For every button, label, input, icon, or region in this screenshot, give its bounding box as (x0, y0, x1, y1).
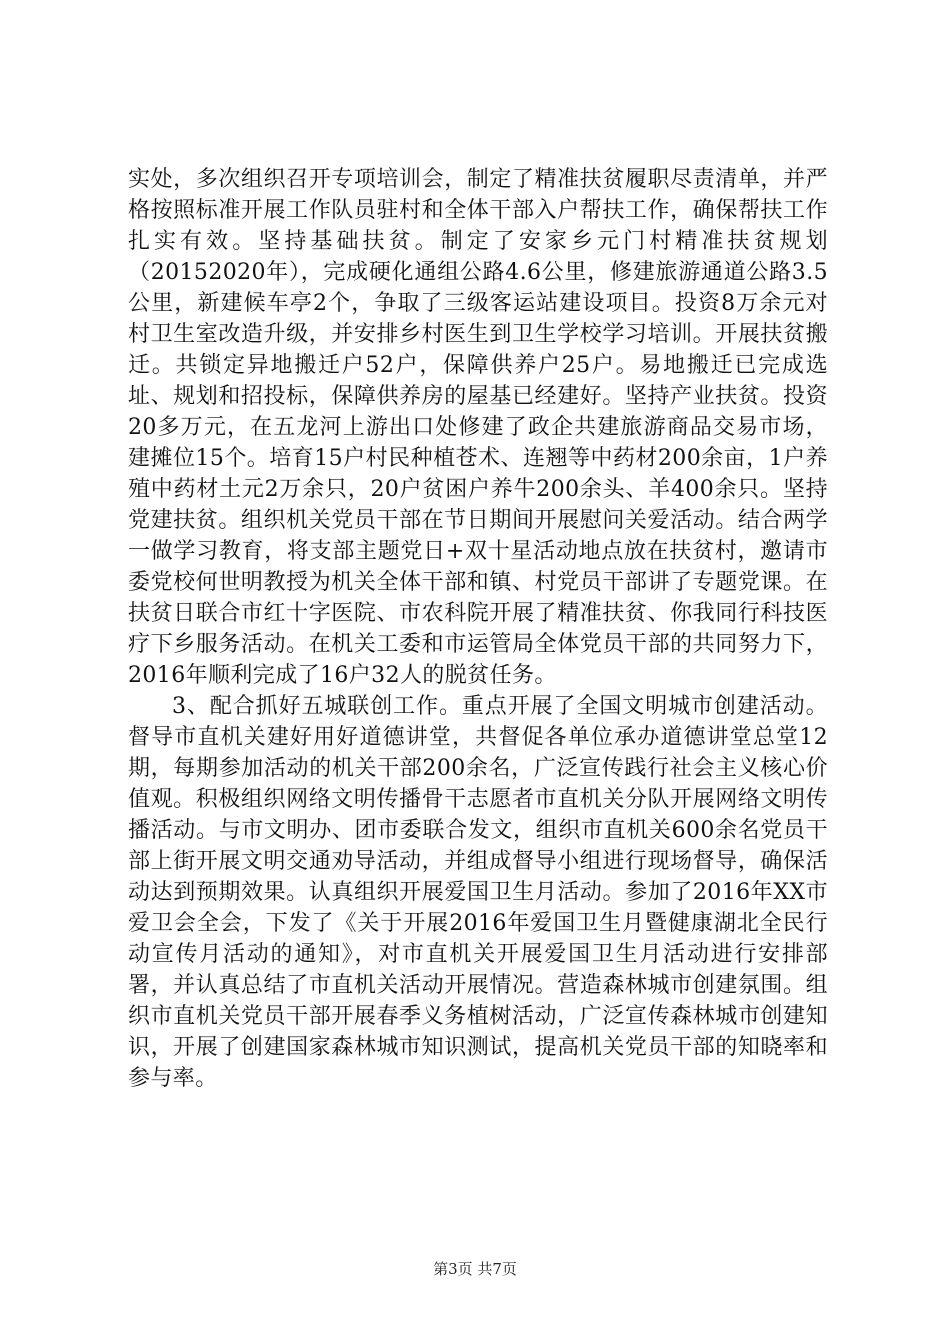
document-body (128, 164, 828, 1094)
paragraph-five-city-campaign: 3、配合抓好五城联创工作。重点开展了全国文明城市创建活动。督导市直机关建好用好道德讲堂，共督促各单位承办道德讲堂总堂12期，每期参加活动的机关干部200余名，广泛宣传践行社会主义核心价值观。积极组织网络文明传播骨干志愿者市直机关分队开展网络文明传播活动。与市文明办、团市委联合发文，组织市直机关600余名党员干部上街开展文明交通劝导活动，并组成督导小组进行现场督导，确保活动达到预期效果。认真组织开展爱国卫生月活动。参加了2016年XX市爱卫会全会，下发了《关于开展2016年爱国卫生月暨健康湖北全民行动宣传月活动的通知》，对市直机关开展爱国卫生月活动进行安排部署，并认真总结了市直机关活动开展情况。营造森林城市创建氛围。组织市直机关党员干部开展春季义务植树活动，广泛宣传森林城市创建知识，开展了创建国家森林城市知识测试，提高机关党员干部的知晓率和参与率。 (128, 694, 828, 1091)
paragraph-poverty-alleviation: 实处，多次组织召开专项培训会，制定了精准扶贫履职尽责清单，并严格按照标准开展工作队员驻村和全体干部入户帮扶工作，确保帮扶工作扎实有效。坚持基础扶贫。制定了安家乡元门村精准扶贫规划（20152020年），完成硬化通组公路4.6公里，修建旅游通道公路3.5公里，新建候车亭2个，争取了三级客运站建设项目。投资8万余元对村卫生室改造升级，并安排乡村医生到卫生学校学习培训。开展扶贫搬迁。共锁定异地搬迁户52户，保障供养户25户。易地搬迁已完成选址、规划和招投标，保障供养房的屋基已经建好。坚持产业扶贫。投资20多万元，在五龙河上游出口处修建了政企共建旅游商品交易市场，建摊位15个。培育15户村民种植苍术、连翘等中药材200余亩，1户养殖中药材土元2万余只，20户贫困户养牛200余头、羊400余只。坚持党建扶贫。组织机关党员干部在节日期间开展慰问关爱活动。结合两学一做学习教育，将支部主题党日+双十星活动地点放在扶贫村，邀请市委党校何世明教授为机关全体干部和镇、村党员干部讲了专题党课。在扶贫日联合市红十字医院、市农科院开展了精准扶贫、你我同行科技医疗下乡服务活动。在机关工委和市运管局全体党员干部的共同努力下，2016年顺利完成了16户32人的脱贫任务。 (128, 167, 828, 688)
page-footer: 第3页 共7页 (433, 1260, 517, 1278)
